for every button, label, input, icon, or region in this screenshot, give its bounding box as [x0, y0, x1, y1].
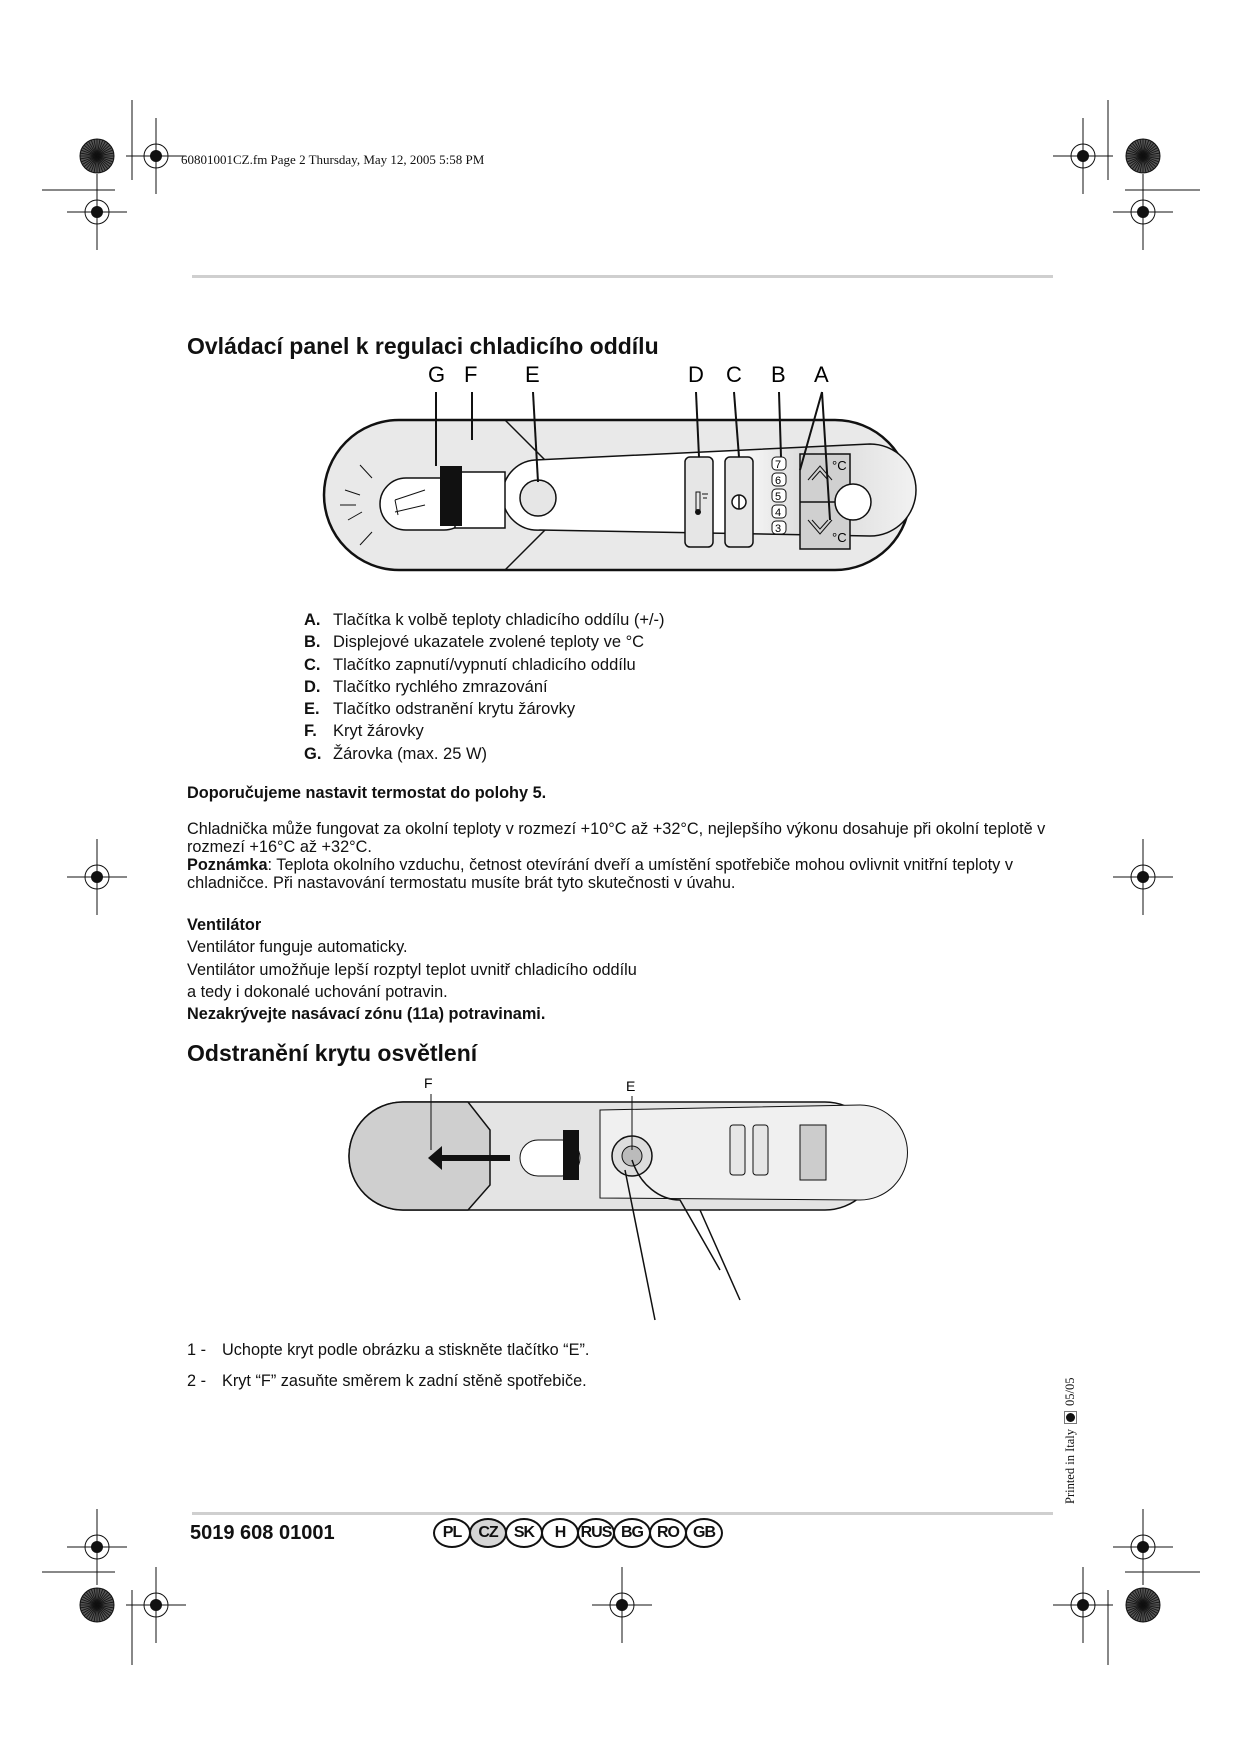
- step-item: [187, 1341, 589, 1372]
- callout-f: F: [464, 362, 478, 387]
- note-text: : Teplota okolního vzduchu, četnost otevírání dveří a umístění spotřebiče mohou ovlivnit vnitřní teploty v chladničce. Při nastavování termostatu musíte brát tyto skutečnosti v úvahu.: [187, 856, 1013, 892]
- unit-label-up: °C: [832, 458, 847, 473]
- fan-line: a tedy i dokonalé uchování potravin.: [187, 982, 448, 1001]
- ambient-paragraph: Chladnička může fungovat za okolní teploty v rozmezí +10°C až +32°C, nejlepšího výkonu dosahuje při okolní teplotě v rozmezí +16°C až +32°C.: [187, 820, 1046, 856]
- step-number: 2 -: [187, 1372, 207, 1390]
- legend-key: D.: [304, 677, 321, 696]
- indicator-number: 5: [775, 491, 782, 503]
- callout-e: E: [626, 1078, 636, 1094]
- recycle-logo-icon: [1064, 1411, 1077, 1424]
- footer-rule: [192, 1512, 1053, 1515]
- legend-key: G.: [304, 744, 322, 763]
- legend-key: F.: [304, 722, 317, 741]
- legend-text: Žárovka (max. 25 W): [333, 744, 488, 763]
- fan-title: Ventilátor: [187, 916, 262, 934]
- step-number: 1 -: [187, 1341, 207, 1359]
- language-badge-sk: SK: [505, 1518, 543, 1548]
- printed-in-italy: [1063, 1378, 1078, 1504]
- callout-d: D: [688, 362, 704, 387]
- legend-text: Kryt žárovky: [333, 722, 424, 741]
- language-badge-gb: GB: [685, 1518, 723, 1548]
- legend-text: Displejové ukazatele zvolené teploty ve °C: [333, 633, 645, 652]
- indicator-number: 4: [775, 507, 782, 519]
- fan-line: Ventilátor umožňuje lepší rozptyl teplot uvnitř chladicího oddílu: [187, 960, 637, 979]
- document-code: 5019 608 01001: [190, 1522, 335, 1544]
- legend-key: C.: [304, 655, 321, 674]
- callout-c: C: [726, 362, 742, 387]
- callout-g: G: [428, 362, 446, 387]
- step-text: Kryt “F” zasuňte směrem k zadní stěně spotřebiče.: [222, 1372, 587, 1390]
- print-date: 05/05: [1063, 1377, 1077, 1406]
- language-badge-bg: BG: [613, 1518, 651, 1548]
- steps-list: [187, 1341, 589, 1403]
- callout-f: F: [424, 1075, 433, 1091]
- legend-key: E.: [304, 700, 320, 719]
- legend-text: Tlačítko odstranění krytu žárovky: [333, 700, 576, 719]
- file-info: 60801001CZ.fm Page 2 Thursday, May 12, 2005 5:58 PM: [181, 152, 485, 167]
- legend-text: Tlačítko rychlého zmrazování: [333, 677, 548, 696]
- legend-text: Tlačítka k volbě teploty chladicího oddílu (+/-): [333, 611, 665, 629]
- legend-key: B.: [304, 633, 321, 652]
- step-item: [187, 1372, 589, 1403]
- language-badge-ro: RO: [649, 1518, 687, 1548]
- indicator-number: 7: [775, 459, 782, 471]
- fan-warning: Nezakrývejte nasávací zónu (11a) potravinami.: [187, 1005, 546, 1024]
- language-badge-pl: PL: [433, 1518, 471, 1548]
- fan-line: Ventilátor funguje automaticky.: [187, 938, 408, 957]
- indicator-number: 3: [775, 523, 782, 535]
- language-badges: [433, 1518, 721, 1548]
- section-title-control-panel: Ovládací panel k regulaci chladicího oddílu: [187, 333, 659, 359]
- step-text: Uchopte kryt podle obrázku a stiskněte tlačítko “E”.: [222, 1341, 590, 1359]
- printed-label: Printed in Italy: [1063, 1429, 1077, 1504]
- recommendation: Doporučujeme nastavit termostat do polohy 5.: [187, 784, 547, 802]
- legend-key: A.: [304, 611, 321, 629]
- indicator-number: 6: [775, 475, 782, 487]
- note-label: Poznámka: [187, 856, 268, 874]
- language-badge-h: H: [541, 1518, 579, 1548]
- unit-label-down: °C: [832, 530, 847, 545]
- callout-b: B: [771, 362, 786, 387]
- section-title-light-cover: Odstranění krytu osvětlení: [187, 1040, 478, 1066]
- language-badge-cz: CZ: [469, 1518, 507, 1548]
- callout-a: A: [814, 362, 829, 387]
- language-badge-rus: RUS: [577, 1518, 615, 1548]
- legend-text: Tlačítko zapnutí/vypnutí chladicího oddílu: [333, 655, 636, 674]
- callout-e: E: [525, 362, 540, 387]
